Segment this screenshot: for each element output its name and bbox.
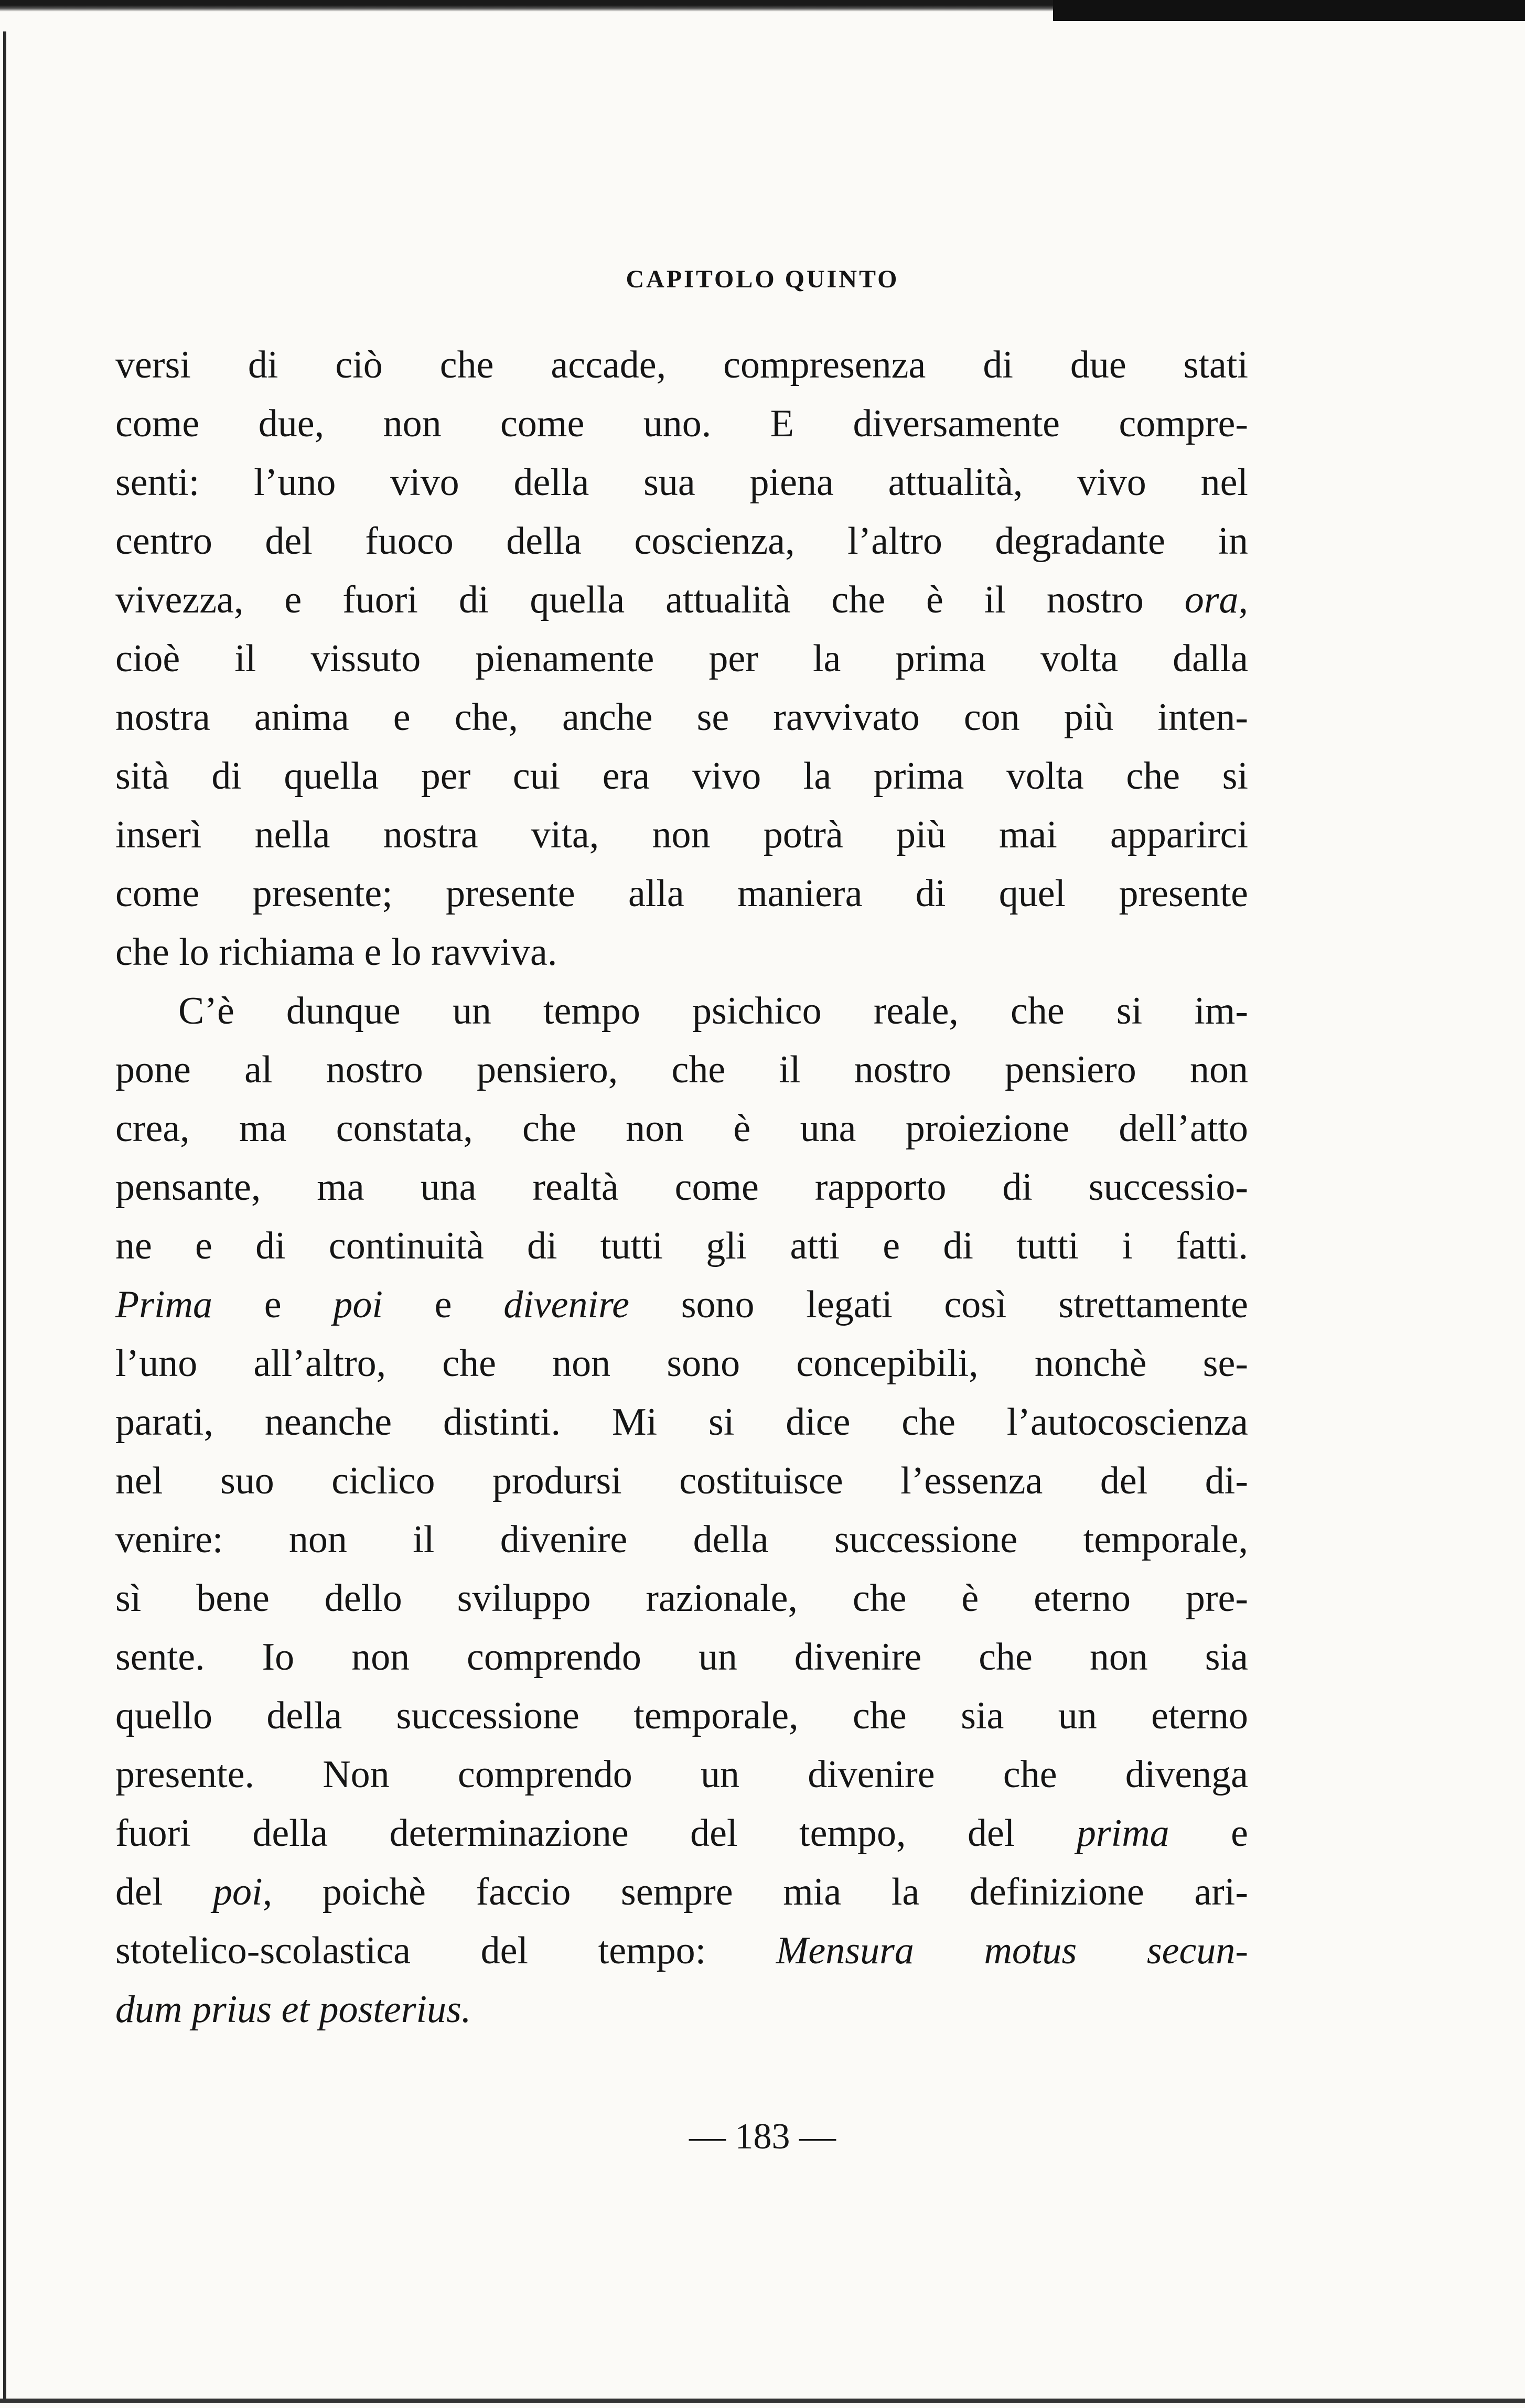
text-line: C’è dunque un tempo psichico reale, che si im- xyxy=(178,990,1248,1033)
text-line: pensante, ma una realtà come rapporto di successio- xyxy=(115,1166,1248,1209)
italic-span: poi xyxy=(333,1283,383,1326)
italic-span: prima xyxy=(1076,1812,1169,1855)
bottom-scan-edge xyxy=(0,2399,1525,2403)
text-line xyxy=(115,1863,1248,1921)
text-line xyxy=(115,1980,1248,2039)
text-span: fuori della determinazione del tempo, del xyxy=(115,1812,1077,1855)
left-scan-edge xyxy=(3,31,6,2402)
text-span: stotelico-scolastica del tempo: xyxy=(115,1929,776,1972)
text-line: parati, neanche distinti. Mi si dice che l’autocoscienza xyxy=(115,1401,1248,1444)
text-span: vivezza, e fuori di quella attualità che è il nostro xyxy=(115,578,1144,621)
text-span: sono legati così strettamente xyxy=(629,1283,1248,1326)
text-line: presente. Non comprendo un divenire che divenga xyxy=(115,1753,1248,1796)
italic-span: ora, xyxy=(1184,578,1248,621)
text-span: e xyxy=(212,1283,334,1326)
text-line: sente. Io non comprendo un divenire che non sia xyxy=(115,1636,1248,1679)
italic-span: Prima xyxy=(115,1283,212,1326)
body-text xyxy=(115,336,1248,2039)
text-line: venire: non il divenire della successione temporale, xyxy=(115,1518,1248,1561)
text-line: crea, ma constata, che non è una proiezione dell’atto xyxy=(115,1107,1248,1150)
top-scan-edge-dark xyxy=(1053,0,1525,21)
text-line: sità di quella per cui era vivo la prima volta che si xyxy=(115,755,1248,798)
text-span: poichè faccio sempre mia la definizione ari- xyxy=(272,1870,1249,1914)
text-line: ne e di continuità di tutti gli atti e di tutti i fatti. xyxy=(115,1224,1248,1267)
text-line: centro del fuoco della coscienza, l’altro degradante in xyxy=(115,520,1248,563)
text-line xyxy=(115,1275,1248,1334)
text-line: cioè il vissuto pienamente per la prima volta dalla xyxy=(115,637,1248,680)
text-line: inserì nella nostra vita, non potrà più mai apparirci xyxy=(115,813,1248,856)
page-number: — 183 — xyxy=(689,2116,836,2157)
text-span: e xyxy=(1169,1812,1248,1855)
text-line: pone al nostro pensiero, che il nostro pensiero non xyxy=(115,1048,1248,1091)
text-line: versi di ciò che accade, compresenza di due stati xyxy=(115,343,1248,386)
text-span: e xyxy=(382,1283,504,1326)
text-line xyxy=(115,1804,1248,1863)
text-line: l’uno all’altro, che non sono concepibili, nonchè se- xyxy=(115,1342,1248,1385)
text-line: sì bene dello sviluppo razionale, che è eterno pre- xyxy=(115,1577,1248,1620)
text-line: nel suo ciclico prodursi costituisce l’essenza del di- xyxy=(115,1459,1248,1502)
italic-span: Mensura motus secun- xyxy=(776,1929,1249,1972)
text-line xyxy=(115,1921,1248,1980)
italic-span: divenire xyxy=(503,1283,629,1326)
text-line: senti: l’uno vivo della sua piena attualità, vivo nel xyxy=(115,461,1248,504)
italic-span: dum prius et posterius. xyxy=(115,1988,471,2031)
text-line: come presente; presente alla maniera di quel presente xyxy=(115,872,1248,915)
running-head: CAPITOLO QUINTO xyxy=(626,265,899,293)
text-line: quello della successione temporale, che sia un eterno xyxy=(115,1694,1248,1737)
text-line: che lo richiama e lo ravviva. xyxy=(115,931,557,974)
italic-span: poi, xyxy=(213,1870,273,1914)
text-line: nostra anima e che, anche se ravvivato con più inten- xyxy=(115,696,1248,739)
text-span: del xyxy=(115,1870,213,1914)
text-line xyxy=(115,571,1248,629)
text-line: come due, non come uno. E diversamente compre- xyxy=(115,402,1248,445)
